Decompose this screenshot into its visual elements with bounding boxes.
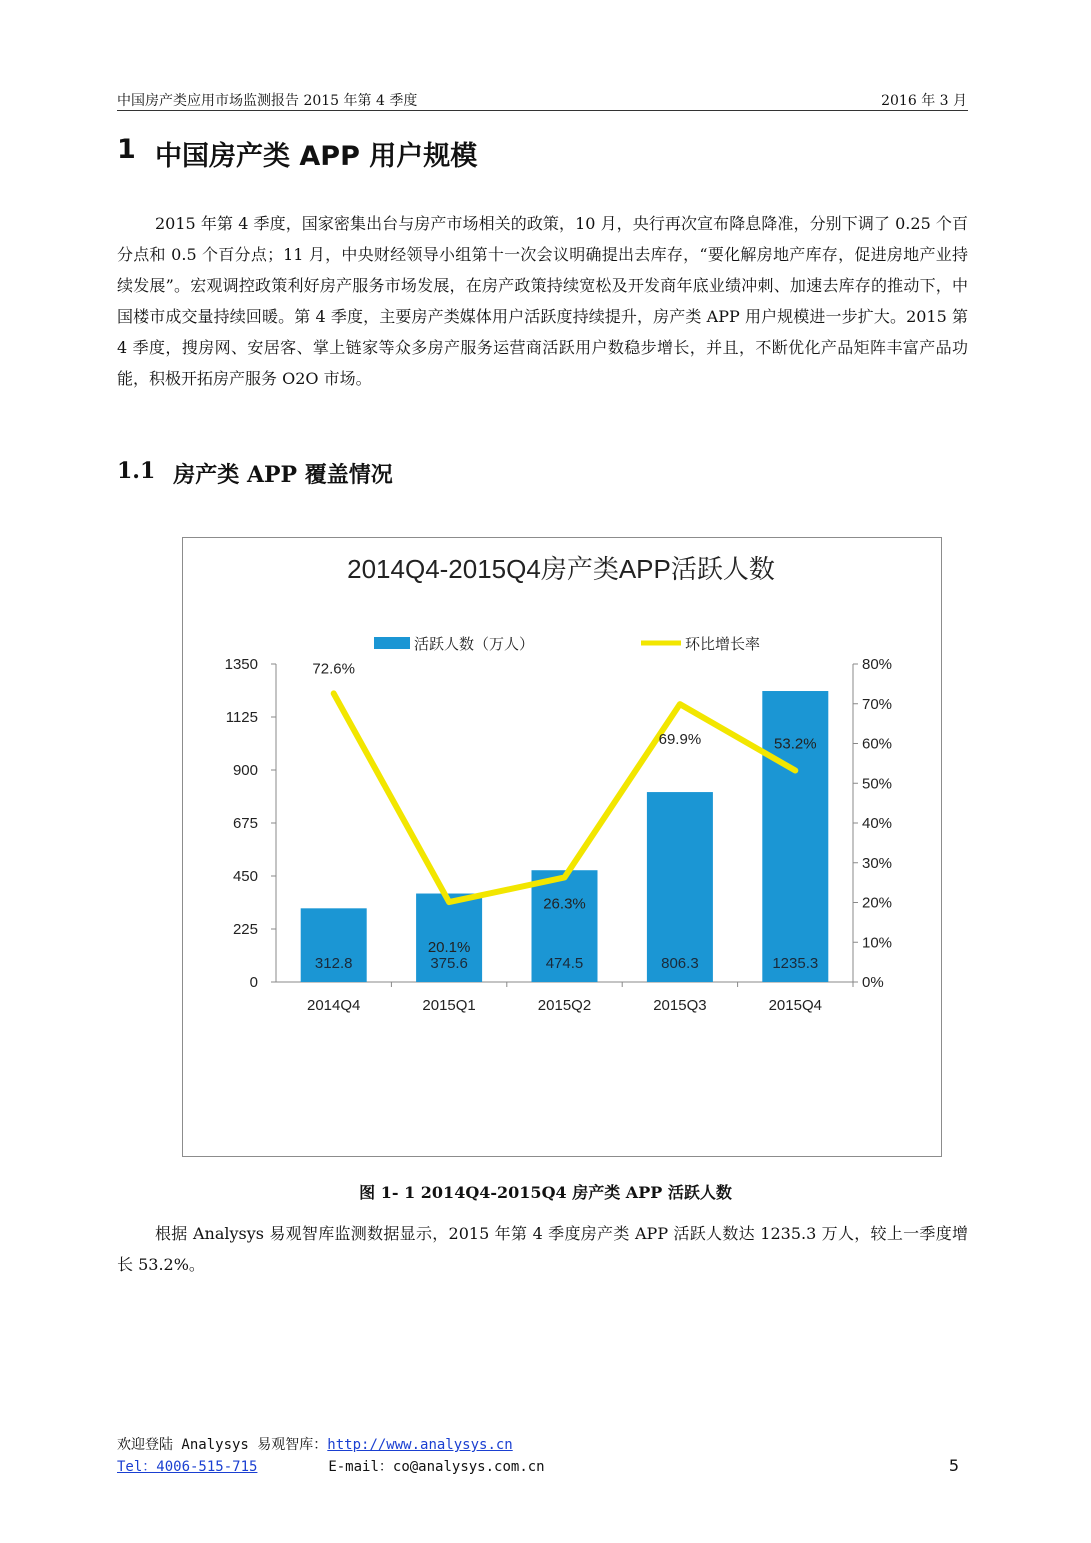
bar-value-label: 375.6: [430, 955, 468, 972]
subsection-number: 1.1: [117, 458, 156, 484]
figure-caption: 图 1- 1 2014Q4-2015Q4 房产类 APP 活跃人数: [359, 1183, 732, 1202]
x-tick-label: 2015Q3: [653, 997, 707, 1014]
header-report-title: 中国房产类应用市场监测报告 2015 年第 4 季度: [117, 93, 418, 109]
section-heading: [117, 134, 477, 173]
footer-email: E-mail：co@analysys.com.cn: [328, 1459, 545, 1475]
footer-welcome: 欢迎登陆 Analysys 易观智库：: [117, 1437, 328, 1453]
section-title: 中国房产类 APP 用户规模: [155, 141, 478, 172]
subsection-title: 房产类 APP 覆盖情况: [173, 462, 393, 488]
growth-rate-label: 69.9%: [658, 731, 702, 749]
y-left-tick-label: 225: [232, 921, 258, 938]
legend-label-bars: 活跃人数（万人）: [414, 636, 535, 653]
y-left-tick-label: 675: [232, 815, 258, 832]
section-number: 1: [117, 134, 136, 165]
x-tick-label: 2015Q1: [422, 997, 476, 1014]
page-number: 5: [948, 1456, 959, 1475]
y-left-tick-label: 0: [249, 974, 258, 991]
chart-title: 2014Q4-2015Q4房产类APP活跃人数: [347, 554, 775, 584]
bar-value-label: 806.3: [661, 955, 699, 972]
footer-welcome-line: [117, 1434, 513, 1454]
y-right-tick-label: 60%: [862, 735, 893, 753]
x-tick-label: 2014Q4: [307, 997, 361, 1014]
x-tick-label: 2015Q2: [537, 997, 592, 1014]
y-right-tick-label: 50%: [862, 775, 893, 793]
y-left-tick-label: 1350: [224, 656, 258, 673]
growth-rate-label: 20.1%: [427, 939, 471, 957]
bar-value-label: 474.5: [545, 955, 584, 972]
summary-paragraph: 根据 Analysys 易观智库监测数据显示，2015 年第 4 季度房产类 APP 活跃人数达 1235.3 万人，较上一季度增长 53.2%。: [117, 1224, 968, 1274]
footer-contact-line: [117, 1456, 545, 1476]
y-right-tick-label: 70%: [862, 695, 893, 713]
header-date: 2016 年 3 月: [881, 93, 967, 109]
header-rule: [117, 110, 968, 111]
y-right-tick-label: 40%: [862, 815, 893, 832]
bar-value-label: 1235.3: [772, 955, 819, 972]
footer-url-link[interactable]: http://www.analysys.cn: [327, 1437, 513, 1453]
growth-rate-label: 72.6%: [312, 660, 355, 678]
y-right-tick-label: 10%: [862, 934, 893, 952]
y-left-tick-label: 450: [232, 868, 258, 885]
subsection-heading: [117, 458, 393, 489]
active-users-chart: [183, 538, 940, 1155]
growth-rate-label: 53.2%: [774, 735, 817, 753]
bar: [647, 792, 713, 982]
growth-rate-label: 26.3%: [543, 895, 586, 913]
y-right-tick-label: 30%: [862, 854, 893, 872]
x-tick-label: 2015Q4: [768, 997, 822, 1014]
legend-swatch-bars: [374, 637, 410, 649]
y-right-tick-label: 20%: [862, 894, 893, 912]
y-right-tick-label: 80%: [862, 656, 893, 673]
legend-label-line: 环比增长率: [685, 636, 761, 653]
y-left-tick-label: 900: [232, 762, 258, 779]
y-left-tick-label: 1125: [225, 709, 258, 726]
footer-tel-link[interactable]: Tel：4006-515-715: [117, 1459, 258, 1475]
bar-value-label: 312.8: [314, 955, 353, 972]
chart-frame: [182, 537, 942, 1157]
intro-paragraph: 2015 年第 4 季度，国家密集出台与房产市场相关的政策，10 月，央行再次宣布降息降准，分别下调了 0.25 个百分点和 0.5 个百分点；11 月，中央财经领导小组第十一次会议明确提出去库存，“要化解房地产库存，促进房地产业持续发展”。宏观调控政策利好房产服务市场发展，在房产政策持续宽松及开发商年底业绩冲刺、加速去库存的推动下，中国楼市成交量持续回暖。第 4 季度，主要房产类媒体用户活跃度持续提升，房产类 APP 用户规模进一步扩大。2015 第 4 季度，搜房网、安居客、掌上链家等众多房产服务运营商活跃用户数稳步增长，并且，不断优化产品矩阵丰富产品功能，积极开拓房产服务 O2O 市场。: [117, 214, 968, 388]
y-right-tick-label: 0%: [862, 974, 884, 991]
